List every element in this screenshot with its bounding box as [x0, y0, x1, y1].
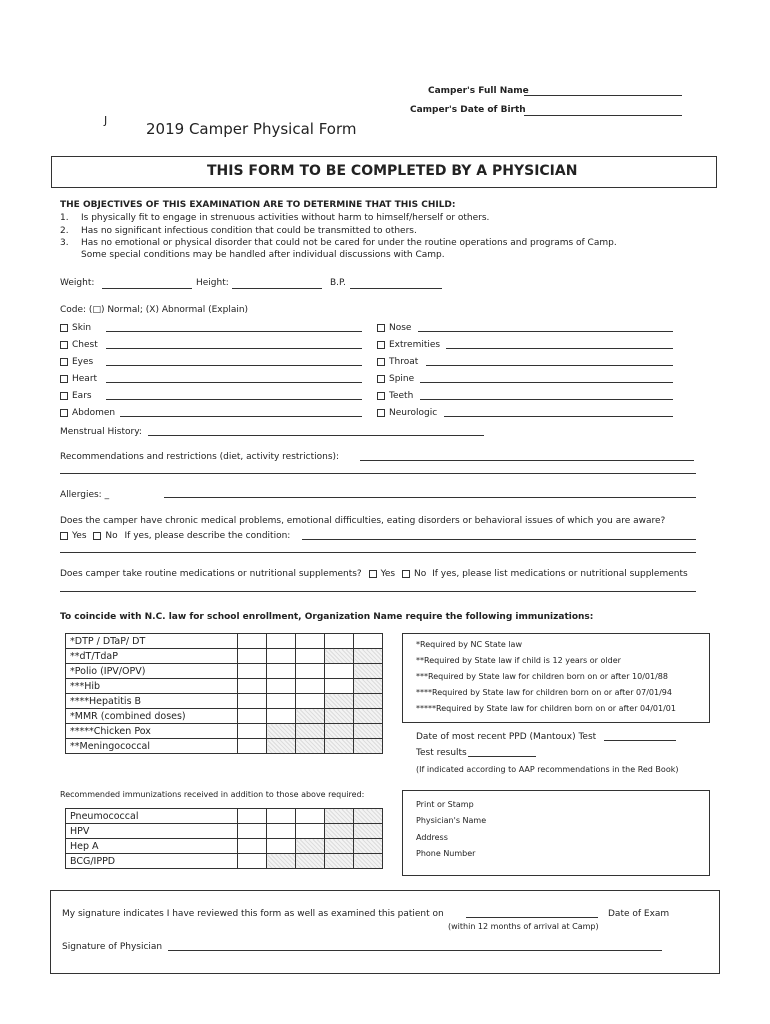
weight-label: Weight:	[60, 278, 95, 288]
exam-field[interactable]	[106, 399, 362, 400]
dose-cell[interactable]	[238, 664, 267, 679]
dose-cell[interactable]	[238, 854, 267, 869]
table-row	[66, 809, 383, 824]
dose-cell	[354, 824, 383, 839]
dose-cell[interactable]	[238, 809, 267, 824]
dose-cell	[325, 649, 354, 664]
exam-field[interactable]	[446, 348, 673, 349]
exam-item-neurologic[interactable]	[377, 408, 437, 418]
note: *Required by NC State law	[416, 640, 523, 649]
vaccine-name: HPV	[66, 824, 238, 839]
height-label: Height:	[196, 278, 229, 288]
dose-cell[interactable]	[354, 634, 383, 649]
dose-cell	[354, 664, 383, 679]
table-row	[66, 694, 383, 709]
dose-cell	[296, 739, 325, 754]
vaccine-name: Pneumococcal	[66, 809, 238, 824]
exam-item-skin[interactable]	[60, 323, 91, 333]
objective-num: 1.	[60, 213, 69, 223]
stamp-line: Physician's Name	[416, 816, 487, 825]
chronic-yes-checkbox[interactable]	[60, 532, 68, 540]
dose-cell	[354, 649, 383, 664]
ppd-note: (If indicated according to AAP recommendations in the Red Book)	[416, 765, 679, 774]
dose-cell	[325, 809, 354, 824]
vaccine-name: ***Hib	[66, 679, 238, 694]
ppd-results-field[interactable]	[468, 756, 536, 757]
dose-cell	[267, 854, 296, 869]
dose-cell[interactable]	[325, 634, 354, 649]
dose-cell[interactable]	[267, 809, 296, 824]
note: **Required by State law if child is 12 years or older	[416, 656, 621, 665]
signature-box	[50, 890, 720, 974]
checkbox[interactable]	[60, 324, 68, 332]
exam-field[interactable]	[418, 331, 673, 332]
dose-cell	[354, 839, 383, 854]
meds-no-checkbox[interactable]	[402, 570, 410, 578]
table-row	[66, 824, 383, 839]
meds-field[interactable]	[60, 591, 696, 592]
exam-item-extremities[interactable]	[377, 340, 440, 350]
dose-cell[interactable]	[238, 724, 267, 739]
exam-item-heart[interactable]	[60, 374, 97, 384]
vaccine-name: **dT/TdaP	[66, 649, 238, 664]
dose-cell[interactable]	[296, 809, 325, 824]
dose-cell[interactable]	[238, 839, 267, 854]
dose-cell[interactable]	[296, 649, 325, 664]
dose-cell[interactable]	[267, 709, 296, 724]
chronic-answer-row	[60, 531, 290, 541]
objective-num: 3.	[60, 238, 69, 248]
exam-item-abdomen[interactable]	[60, 408, 115, 418]
exam-date-field[interactable]	[466, 917, 598, 918]
within-note: (within 12 months of arrival at Camp)	[448, 922, 599, 931]
dose-cell[interactable]	[267, 824, 296, 839]
exam-label: Spine	[389, 374, 415, 384]
checkbox[interactable]	[60, 341, 68, 349]
dose-cell[interactable]	[325, 664, 354, 679]
chronic-yes-label: Yes	[72, 531, 87, 541]
note: ****Required by State law for children born on or after 07/01/94	[416, 688, 672, 697]
vaccine-name: *Polio (IPV/OPV)	[66, 664, 238, 679]
chronic-field[interactable]	[302, 539, 696, 540]
meds-yes-label: Yes	[380, 569, 396, 579]
height-field[interactable]	[232, 288, 322, 289]
dose-cell[interactable]	[296, 664, 325, 679]
dose-cell[interactable]	[238, 649, 267, 664]
vaccine-name: *MMR (combined doses)	[66, 709, 238, 724]
objectives-heading: THE OBJECTIVES OF THIS EXAMINATION ARE TO DETERMINE THAT THIS CHILD:	[60, 200, 456, 210]
ppd-results-label: Test results	[416, 748, 467, 758]
table-row	[66, 709, 383, 724]
dose-cell[interactable]	[267, 679, 296, 694]
checkbox[interactable]	[60, 409, 68, 417]
exam-label: Extremities	[389, 340, 441, 350]
table-row	[66, 724, 383, 739]
dose-cell	[325, 709, 354, 724]
checkbox[interactable]	[60, 392, 68, 400]
vaccine-name: *DTP / DTaP/ DT	[66, 634, 238, 649]
exam-field[interactable]	[444, 416, 673, 417]
exam-field[interactable]	[106, 348, 362, 349]
dose-cell	[325, 724, 354, 739]
meds-question: Does camper take routine medications or nutritional supplements?	[60, 569, 362, 579]
full-name-label: Camper's Full Name	[428, 86, 529, 96]
exam-label: Throat	[389, 357, 419, 367]
dose-cell	[354, 709, 383, 724]
dose-cell	[267, 724, 296, 739]
exam-label: Skin	[72, 323, 92, 333]
dose-cell	[325, 694, 354, 709]
table-row	[66, 634, 383, 649]
chronic-no-checkbox[interactable]	[93, 532, 101, 540]
table-row	[66, 664, 383, 679]
objective-text: Has no significant infectious condition that could be transmitted to others.	[81, 226, 417, 236]
exam-field[interactable]	[420, 399, 673, 400]
dose-cell	[354, 694, 383, 709]
banner-title: THIS FORM TO BE COMPLETED BY A PHYSICIAN	[207, 163, 578, 179]
exam-label: Teeth	[389, 391, 414, 401]
vaccine-name: ****Hepatitis B	[66, 694, 238, 709]
dose-cell[interactable]	[296, 824, 325, 839]
dose-cell[interactable]	[238, 634, 267, 649]
dose-cell	[296, 724, 325, 739]
exam-label: Heart	[72, 374, 98, 384]
meds-no-label: No	[413, 569, 427, 579]
signature-field[interactable]	[168, 950, 662, 951]
exam-field[interactable]	[426, 365, 673, 366]
dose-cell	[267, 739, 296, 754]
dose-cell[interactable]	[238, 709, 267, 724]
stamp-line: Address	[416, 833, 448, 842]
table-row	[66, 649, 383, 664]
dose-cell	[296, 839, 325, 854]
checkbox[interactable]	[60, 375, 68, 383]
dose-cell[interactable]	[238, 694, 267, 709]
stray-mark: J	[104, 114, 108, 127]
dose-cell	[296, 854, 325, 869]
exam-field[interactable]	[106, 331, 362, 332]
dose-cell[interactable]	[296, 694, 325, 709]
exam-item-teeth[interactable]	[377, 391, 413, 401]
stamp-line: Print or Stamp	[416, 800, 474, 809]
vaccine-name: Hep A	[66, 839, 238, 854]
objective-continuation: Some special conditions may be handled after individual discussions with Camp.	[81, 250, 445, 260]
checkbox[interactable]	[377, 358, 385, 366]
menstrual-field[interactable]	[148, 435, 484, 436]
code-legend: Code: (□) Normal; (X) Abnormal (Explain)	[60, 305, 249, 315]
exam-label: Ears	[72, 391, 92, 401]
dose-cell	[354, 679, 383, 694]
weight-field[interactable]	[102, 288, 192, 289]
checkbox[interactable]	[377, 409, 385, 417]
form-title: 2019 Camper Physical Form	[146, 120, 357, 138]
objective-num: 2.	[60, 226, 69, 236]
exam-field[interactable]	[106, 382, 362, 383]
allergies-field[interactable]	[164, 497, 696, 498]
note: ***Required by State law for children born on or after 10/01/88	[416, 672, 668, 681]
dob-label: Camper's Date of Birth	[410, 105, 526, 115]
exam-label: Chest	[72, 340, 98, 350]
dose-cell[interactable]	[267, 649, 296, 664]
exam-label: Neurologic	[389, 408, 438, 418]
chronic-no-label: No	[105, 531, 118, 541]
objective-text: Has no emotional or physical disorder that could not be cared for under the routine operations and programs of Camp.	[81, 238, 617, 248]
meds-followup: If yes, please list medications or nutritional supplements	[432, 569, 688, 579]
dose-cell	[325, 824, 354, 839]
bp-field[interactable]	[350, 288, 442, 289]
exam-item-nose[interactable]	[377, 323, 411, 333]
exam-item-ears[interactable]	[60, 391, 92, 401]
exam-label: Abdomen	[72, 408, 116, 418]
recommended-heading: Recommended immunizations received in addition to those above required:	[60, 790, 365, 799]
vaccine-name: *****Chicken Pox	[66, 724, 238, 739]
vaccine-name: BCG/IPPD	[66, 854, 238, 869]
dose-cell[interactable]	[267, 694, 296, 709]
exam-field[interactable]	[420, 382, 673, 383]
immunizations-heading: To coincide with N.C. law for school enrollment, Organization Name require the following immunizations:	[60, 612, 594, 622]
dose-cell	[354, 724, 383, 739]
dose-cell	[325, 839, 354, 854]
signature-label: Signature of Physician	[62, 942, 163, 952]
dose-cell[interactable]	[238, 824, 267, 839]
exam-label: Eyes	[72, 357, 94, 367]
note: *****Required by State law for children born on or after 04/01/01	[416, 704, 676, 713]
meds-row	[60, 569, 688, 579]
ppd-date-field[interactable]	[604, 740, 676, 741]
allergies-label: Allergies: _	[60, 490, 110, 500]
exam-date-label: Date of Exam	[608, 909, 670, 919]
dose-cell[interactable]	[267, 839, 296, 854]
recommendations-field[interactable]	[360, 460, 694, 461]
exam-item-throat[interactable]	[377, 357, 418, 367]
dose-cell	[354, 854, 383, 869]
chronic-field-2[interactable]	[60, 552, 696, 553]
checkbox[interactable]	[377, 375, 385, 383]
dose-cell[interactable]	[238, 679, 267, 694]
signature-statement: My signature indicates I have reviewed this form as well as examined this patient on	[62, 909, 444, 919]
checkbox[interactable]	[377, 324, 385, 332]
exam-item-chest[interactable]	[60, 340, 98, 350]
dose-cell[interactable]	[296, 634, 325, 649]
recommendations-label: Recommendations and restrictions (diet, activity restrictions):	[60, 452, 340, 462]
exam-field[interactable]	[120, 416, 362, 417]
vaccine-name: **Meningococcal	[66, 739, 238, 754]
exam-field[interactable]	[106, 365, 362, 366]
stamp-line: Phone Number	[416, 849, 476, 858]
dose-cell	[354, 809, 383, 824]
checkbox[interactable]	[377, 392, 385, 400]
chronic-describe-label: If yes, please describe the condition:	[124, 531, 291, 541]
exam-item-spine[interactable]	[377, 374, 414, 384]
exam-label: Nose	[389, 323, 412, 333]
recommendations-field-2[interactable]	[60, 473, 696, 474]
dose-cell	[296, 709, 325, 724]
dob-field[interactable]	[524, 115, 682, 116]
dose-cell[interactable]	[296, 679, 325, 694]
exam-item-eyes[interactable]	[60, 357, 93, 367]
table-row	[66, 679, 383, 694]
dose-cell[interactable]	[267, 664, 296, 679]
recommended-table	[65, 808, 383, 869]
meds-yes-checkbox[interactable]	[369, 570, 377, 578]
dose-cell	[354, 739, 383, 754]
objective-text: Is physically fit to engage in strenuous activities without harm to himself/herself or others.	[81, 213, 490, 223]
checkbox[interactable]	[377, 341, 385, 349]
dose-cell[interactable]	[325, 679, 354, 694]
immunization-table	[65, 633, 383, 754]
menstrual-label: Menstrual History:	[60, 427, 142, 437]
bp-label: B.P.	[330, 278, 346, 288]
dose-cell[interactable]	[267, 634, 296, 649]
chronic-question: Does the camper have chronic medical problems, emotional difficulties, eating disorders or behavioral issues of which you are aware?	[60, 516, 666, 526]
dose-cell	[325, 854, 354, 869]
full-name-field[interactable]	[524, 95, 682, 96]
dose-cell[interactable]	[238, 739, 267, 754]
table-row	[66, 739, 383, 754]
dose-cell	[325, 739, 354, 754]
ppd-date-label: Date of most recent PPD (Mantoux) Test	[416, 732, 597, 742]
checkbox[interactable]	[60, 358, 68, 366]
table-row	[66, 854, 383, 869]
table-row	[66, 839, 383, 854]
